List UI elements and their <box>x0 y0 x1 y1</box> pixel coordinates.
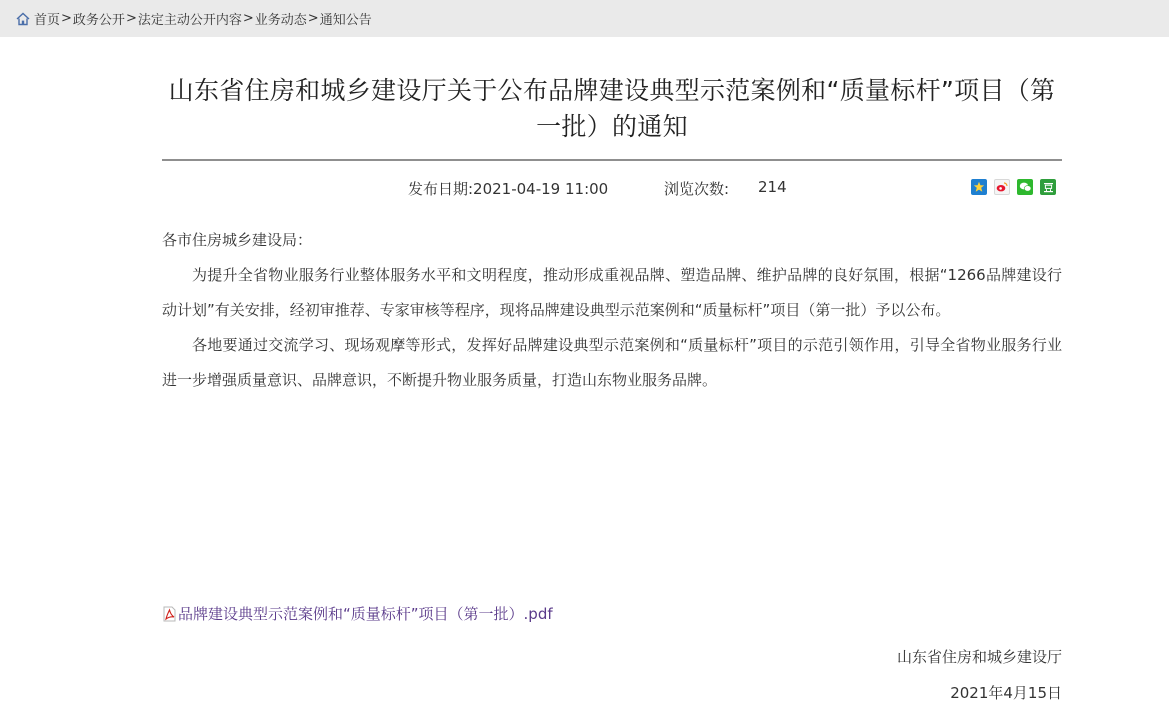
salutation: 各市住房城乡建设局： <box>162 231 313 249</box>
breadcrumb-item-notices[interactable]: 通知公告 <box>319 13 372 28</box>
article <box>162 37 1062 398</box>
views-label: 浏览次数: <box>664 180 730 198</box>
attachment-filename: 品牌建设典型示范案例和“质量标杆”项目（第一批）.pdf <box>178 605 553 623</box>
breadcrumb-item-statutory-disclosure[interactable]: 法定主动公开内容 <box>137 13 242 28</box>
breadcrumb <box>0 0 1169 37</box>
qzone-icon[interactable] <box>971 179 987 195</box>
signature <box>897 639 1062 711</box>
article-meta <box>162 161 1062 215</box>
pdf-icon <box>162 606 177 622</box>
breadcrumb-separator: > <box>307 11 319 26</box>
breadcrumb-separator: > <box>242 11 254 26</box>
breadcrumb-item-home[interactable]: 首页 <box>34 13 61 28</box>
breadcrumb-separator: > <box>125 11 137 26</box>
views-count: 214 <box>758 178 787 196</box>
home-icon[interactable] <box>16 12 30 26</box>
paragraph: 为提升全省物业服务行业整体服务水平和文明程度，推动形成重视品牌、塑造品牌、维护品牌的良好氛围，根据“1266品牌建设行动计划”有关安排，经初审推荐、专家审核等程序，现将品牌建设典型示范案例和“质量标杆”项目（第一批）予以公布。 <box>162 266 1062 319</box>
share-bar <box>971 179 1056 195</box>
breadcrumb-separator: > <box>61 11 72 26</box>
breadcrumb-item-business-news[interactable]: 业务动态 <box>254 13 307 28</box>
signature-org: 山东省住房和城乡建设厅 <box>896 648 1062 666</box>
wechat-icon[interactable] <box>1017 179 1033 195</box>
signature-date: 2021年4月15日 <box>950 684 1062 702</box>
douban-icon[interactable] <box>1040 179 1056 195</box>
breadcrumb-item-gov-affairs[interactable]: 政务公开 <box>72 13 125 28</box>
paragraph: 各地要通过交流学习、现场观摩等形式，发挥好品牌建设典型示范案例和“质量标杆”项目的示范引领作用，引导全省物业服务行业进一步增强质量意识、品牌意识，不断提升物业服务质量，打造山东物业服务品牌。 <box>162 336 1062 389</box>
weibo-icon[interactable] <box>994 179 1010 195</box>
attachment-link[interactable] <box>162 603 553 624</box>
article-body <box>162 223 1062 398</box>
publish-date: 发布日期:2021-04-19 11:00 <box>408 180 609 198</box>
article-title: 山东省住房和城乡建设厅关于公布品牌建设典型示范案例和“质量标杆”项目（第一批）的通知 <box>168 76 1056 141</box>
